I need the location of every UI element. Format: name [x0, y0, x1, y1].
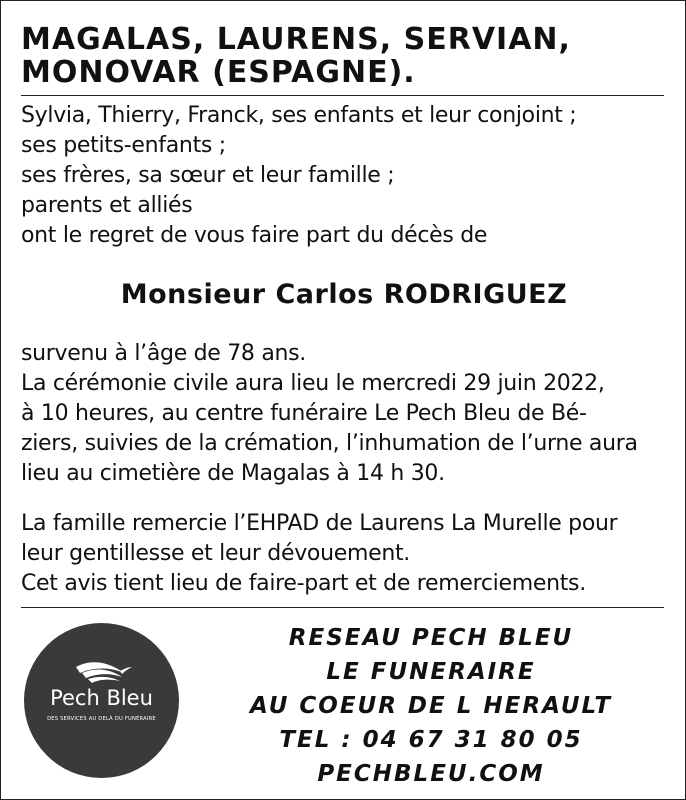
notice-header-locations: MAGALAS, LAURENS, SERVIAN, MONOVAR (ESPAGNE). — [21, 22, 571, 90]
family-line: ses frères, sa sœur et leur famille ; — [21, 163, 395, 188]
details-line: survenu à l’âge de 78 ans. — [21, 341, 307, 366]
family-line: ses petits-enfants ; — [21, 133, 226, 158]
network-line: RESEAU PECH BLEU — [288, 625, 574, 651]
thanks-line: La famille remercie l’EHPAD de Laurens La Murelle pour — [21, 511, 618, 536]
logo-wordmark: Pech Bleu — [50, 686, 153, 710]
footer-divider — [21, 607, 664, 608]
thanks-line: Cet avis tient lieu de faire-part et de remerciements. — [21, 571, 586, 596]
details-line: La cérémonie civile aura lieu le mercredi 29 juin 2022, — [21, 371, 605, 396]
thanks-line: leur gentillesse et leur dévouement. — [21, 541, 410, 566]
details-line: à 10 heures, au centre funéraire Le Pech Bleu de Bé- — [21, 401, 587, 426]
details-line: lieu au cimetière de Magalas à 14 h 30. — [21, 461, 445, 486]
website: PECHBLEU.COM — [317, 761, 545, 787]
logo-tagline: DES SERVICES AU DELÀ DU FUNÉRAIRE — [47, 716, 156, 722]
family-thanks — [21, 509, 666, 599]
pech-bleu-logo — [24, 623, 179, 778]
ceremony-details — [21, 339, 666, 489]
family-line: parents et alliés — [21, 193, 193, 218]
deceased-name: Monsieur Carlos RODRIGUEZ — [120, 279, 568, 310]
family-announcement — [21, 101, 576, 251]
details-line: ziers, suivies de la crémation, l’inhumation de l’urne aura — [21, 431, 638, 456]
funeral-network-contact — [216, 621, 646, 791]
phone-number: TEL : 04 67 31 80 05 — [279, 727, 583, 753]
family-line: Sylvia, Thierry, Franck, ses enfants et leur conjoint ; — [21, 103, 577, 128]
network-line: LE FUNERAIRE — [326, 659, 536, 685]
network-line: AU COEUR DE L HERAULT — [249, 693, 613, 719]
header-divider — [21, 95, 664, 96]
family-line: ont le regret de vous faire part du décès de — [21, 223, 488, 248]
